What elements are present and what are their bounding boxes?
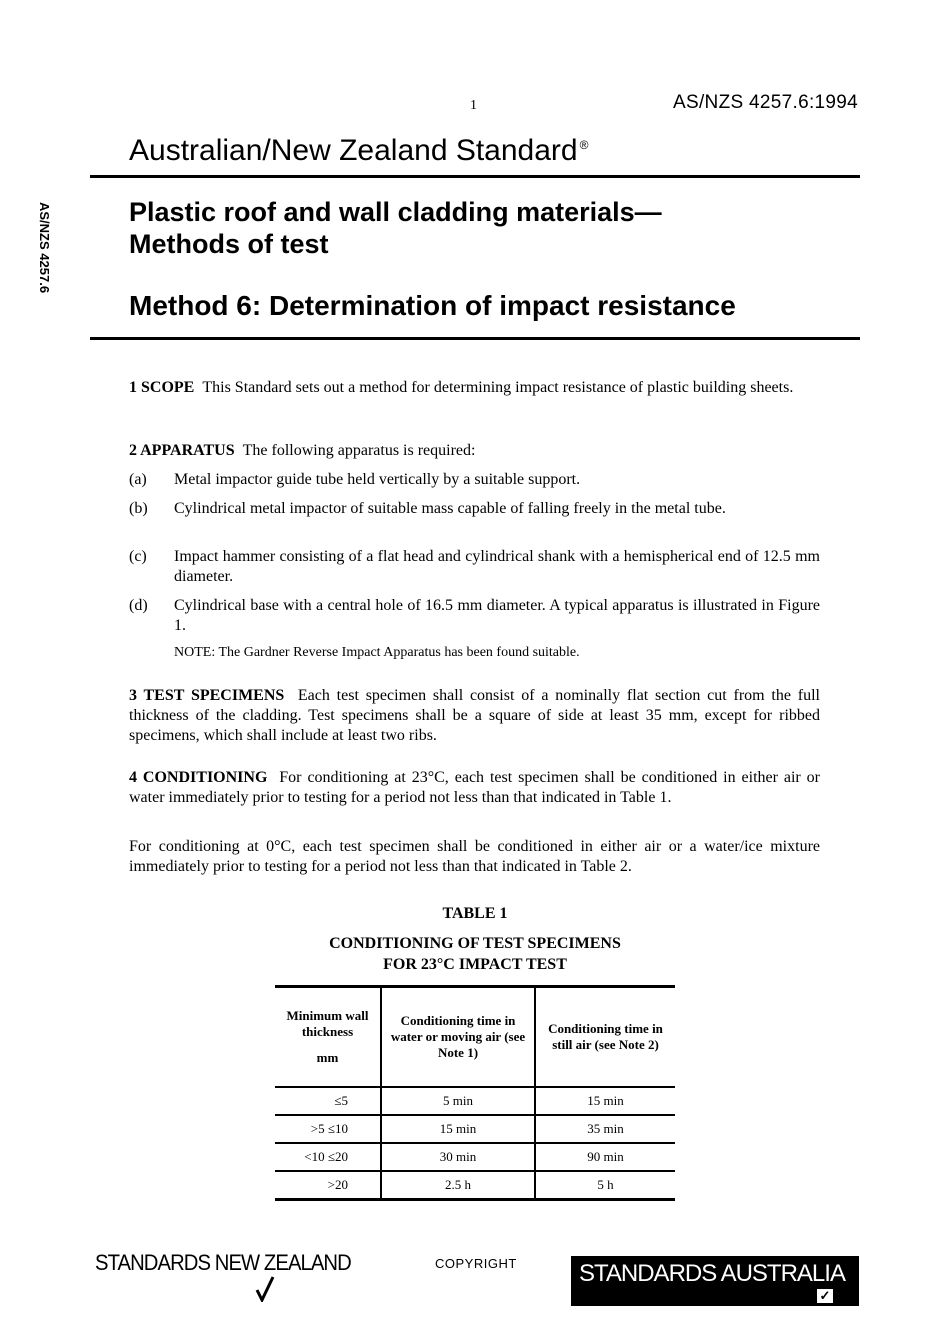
page-number: 1	[470, 98, 477, 113]
sa-checkmark-icon: ✓	[817, 1289, 833, 1303]
side-code-text: AS/NZS 4257.6	[37, 202, 52, 294]
cell-air: 35 min	[535, 1115, 675, 1143]
method-title: Method 6: Determination of impact resistance	[129, 290, 736, 321]
cell-air: 5 h	[535, 1171, 675, 1200]
table-label: TABLE 1	[442, 905, 508, 922]
table-header-row	[275, 987, 675, 1088]
cell-air: 15 min	[535, 1087, 675, 1115]
header-air-time: Conditioning time in still air (see Note 2)	[535, 987, 675, 1088]
table-row	[275, 1115, 675, 1143]
scope-text: This Standard sets out a method for determining impact resistance of plastic building sheets.	[202, 379, 794, 396]
apparatus-text: The following apparatus is required:	[242, 442, 476, 459]
conditioning-table	[275, 985, 675, 1201]
header-thickness-unit: mm	[316, 1050, 339, 1065]
snz-checkmark-icon	[255, 1276, 275, 1309]
section-specimens	[129, 686, 820, 746]
cell-thickness: >5 ≤10	[275, 1115, 381, 1143]
title-line-2: Methods of test	[129, 229, 329, 259]
standard-title	[129, 134, 588, 168]
cell-thickness: >20	[275, 1171, 381, 1200]
section-scope	[129, 378, 820, 398]
cell-thickness: ≤5	[275, 1087, 381, 1115]
cell-water: 5 min	[381, 1087, 535, 1115]
title-rule	[90, 337, 860, 340]
specimens-heading: 3 TEST SPECIMENS	[129, 687, 285, 704]
conditioning-text: For conditioning at 23°C, each test specimen shall be conditioned in either air or water immediately prior to testing for a period not less than that indicated in Table 1.	[129, 769, 821, 806]
list-item-text: Cylindrical base with a central hole of 16.5 mm diameter. A typical apparatus is illustrated in Figure 1.	[174, 597, 820, 634]
copyright-notice: COPYRIGHT	[435, 1256, 517, 1271]
standards-new-zealand-logo: STANDARDS NEW ZEALAND	[95, 1250, 351, 1275]
conditioning-heading: 4 CONDITIONING	[129, 769, 268, 786]
table-row	[275, 1171, 675, 1200]
standards-australia-logo-text: STANDARDS AUSTRALIA	[579, 1260, 845, 1287]
list-item-label: (c)	[129, 548, 147, 565]
standard-title-text: Australian/New Zealand Standard	[129, 134, 578, 167]
header-thickness-label: Minimum wall thickness	[286, 1008, 369, 1039]
apparatus-heading: 2 APPARATUS	[129, 442, 235, 459]
scope-heading: 1 SCOPE	[129, 379, 195, 396]
standard-code: AS/NZS 4257.6:1994	[673, 92, 858, 113]
table-caption-line-1: CONDITIONING OF TEST SPECIMENS	[329, 935, 621, 952]
specimens-text: Each test specimen shall consist of a nominally flat section cut from the full thickness of the cladding. Test specimens shall be a square of side at least 35 mm, except for ribbed specimens, which shall include at least two ribs.	[129, 687, 820, 744]
standards-australia-logo	[571, 1256, 859, 1306]
table-caption	[275, 933, 675, 975]
table-row	[275, 1143, 675, 1171]
registered-mark: ®	[579, 138, 589, 152]
cell-thickness: <10 ≤20	[275, 1143, 381, 1171]
document-title	[129, 196, 829, 260]
header-rule	[90, 175, 860, 178]
cell-water: 30 min	[381, 1143, 535, 1171]
apparatus-note: NOTE: The Gardner Reverse Impact Apparatus has been found suitable.	[174, 645, 580, 660]
title-line-1: Plastic roof and wall cladding materials—	[129, 197, 662, 227]
header-water-time: Conditioning time in water or moving air (see Note 1)	[381, 987, 535, 1088]
cell-water: 15 min	[381, 1115, 535, 1143]
list-item-text: Cylindrical metal impactor of suitable mass capable of falling freely in the metal tube.	[174, 500, 726, 517]
list-item-text: Metal impactor guide tube held vertically by a suitable support.	[174, 471, 581, 488]
header-thickness	[275, 987, 381, 1088]
section-apparatus	[129, 441, 820, 461]
table-row	[275, 1087, 675, 1115]
section-conditioning	[129, 768, 820, 808]
list-item-text: Impact hammer consisting of a flat head and cylindrical shank with a hemispherical end of 12.5 mm diameter.	[174, 548, 820, 585]
list-item-label: (a)	[129, 471, 147, 488]
table-caption-line-2: FOR 23°C IMPACT TEST	[383, 956, 567, 973]
side-code	[34, 202, 54, 312]
cell-water: 2.5 h	[381, 1171, 535, 1200]
list-item-label: (b)	[129, 500, 148, 517]
cell-air: 90 min	[535, 1143, 675, 1171]
list-item-label: (d)	[129, 597, 148, 614]
conditioning-text-2: For conditioning at 0°C, each test specimen shall be conditioned in either air or a water/ice mixture immediately prior to testing for a period not less than that indicated in Table 2.	[129, 838, 820, 875]
